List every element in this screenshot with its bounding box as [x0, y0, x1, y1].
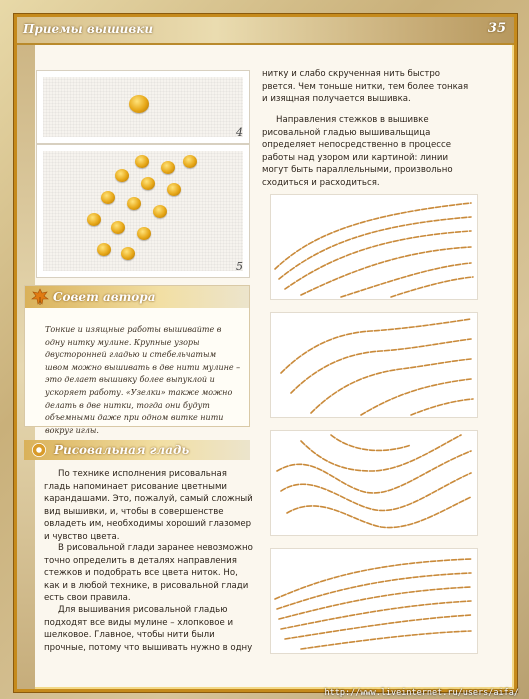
- section-paragraph-1: По технике исполнения рисовальная гладь напоминает рисование цветными карандашами. Это, пожалуй, самый сложный вид вышивки, и, чтобы в совершенстве овладеть им, необходимы хороший глазомер и чувство цвета.: [44, 469, 253, 542]
- photo-number: 5: [236, 260, 243, 273]
- french-knot: [129, 95, 149, 113]
- section-bullet-icon: [32, 443, 46, 457]
- section-paragraph-3: Для вышивания рисовальной гладью подходят все виды мулине – хлопковое и шелковое. Главное, чтобы нити были прочные, потому что вышивать нужно в одну: [44, 605, 253, 653]
- photo-5: [36, 144, 250, 278]
- french-knot: [97, 243, 111, 256]
- french-knot: [115, 169, 129, 182]
- stitch-lines: [271, 431, 477, 535]
- section-header: [24, 440, 250, 460]
- page-number: 35: [487, 21, 506, 36]
- french-knot: [141, 177, 155, 190]
- right-paragraph-2: Направления стежков в вышивке рисовальной гладью вышивальщица определяет непосредственно в процессе работы над узором или картиной: линии могут быть параллельными, произвольно сходиться и расходиться.: [262, 115, 453, 188]
- french-knot: [135, 155, 149, 168]
- stitch-lines: [271, 549, 477, 653]
- stitch-pattern-1: [270, 194, 478, 300]
- french-knot: [87, 213, 101, 226]
- photo-4: [36, 70, 250, 144]
- french-knot: [111, 221, 125, 234]
- french-knot: [161, 161, 175, 174]
- french-knot: [167, 183, 181, 196]
- french-knot: [127, 197, 141, 210]
- photo-number: 4: [236, 126, 243, 139]
- right-paragraph-1: нитку и слабо скрученная нить быстро рвется. Чем тоньше нитки, тем более тонкая и изящная получается вышивка.: [262, 69, 469, 105]
- tip-title-bar: [25, 286, 249, 308]
- autumn-leaf-icon: [31, 288, 49, 306]
- french-knot: [101, 191, 115, 204]
- french-knot: [183, 155, 197, 168]
- stitch-pattern-2: [270, 312, 478, 418]
- stitch-pattern-4: [270, 548, 478, 654]
- footer-url[interactable]: http://www.liveinternet.ru/users/aifa/: [324, 688, 519, 698]
- author-tip-box: [24, 285, 250, 435]
- french-knot: [121, 247, 135, 260]
- french-knot: [137, 227, 151, 240]
- header-band: [17, 17, 514, 45]
- tip-text: Тонкие и изящные работы вышивайте в одну нитку мулине. Крупные узоры двусторонней гладью и стебельчатым швом можно вышивать в две нити мулине – это делает вышивку более выпуклой и ускоряет работу. «Узелки» также можно делать в две нитки, тогда они будут объемными даже при одном витке нити вокруг иглы.: [45, 325, 241, 435]
- stitch-lines: [271, 195, 477, 299]
- fabric-texture: [43, 77, 243, 137]
- stitch-pattern-3: [270, 430, 478, 536]
- section-title: Рисовальная гладь: [54, 443, 190, 457]
- french-knot: [153, 205, 167, 218]
- section-paragraph-2: В рисовальной глади заранее невозможно точно определить в деталях направления стежков и подобрать все цвета ниток. Но, как и в любой технике, в рисовальной глади есть свои правила.: [44, 543, 253, 604]
- tip-title: Совет автора: [53, 290, 156, 304]
- section-label: Приемы вышивки: [23, 22, 154, 36]
- fabric-texture: [43, 151, 243, 271]
- stitch-lines: [271, 313, 477, 417]
